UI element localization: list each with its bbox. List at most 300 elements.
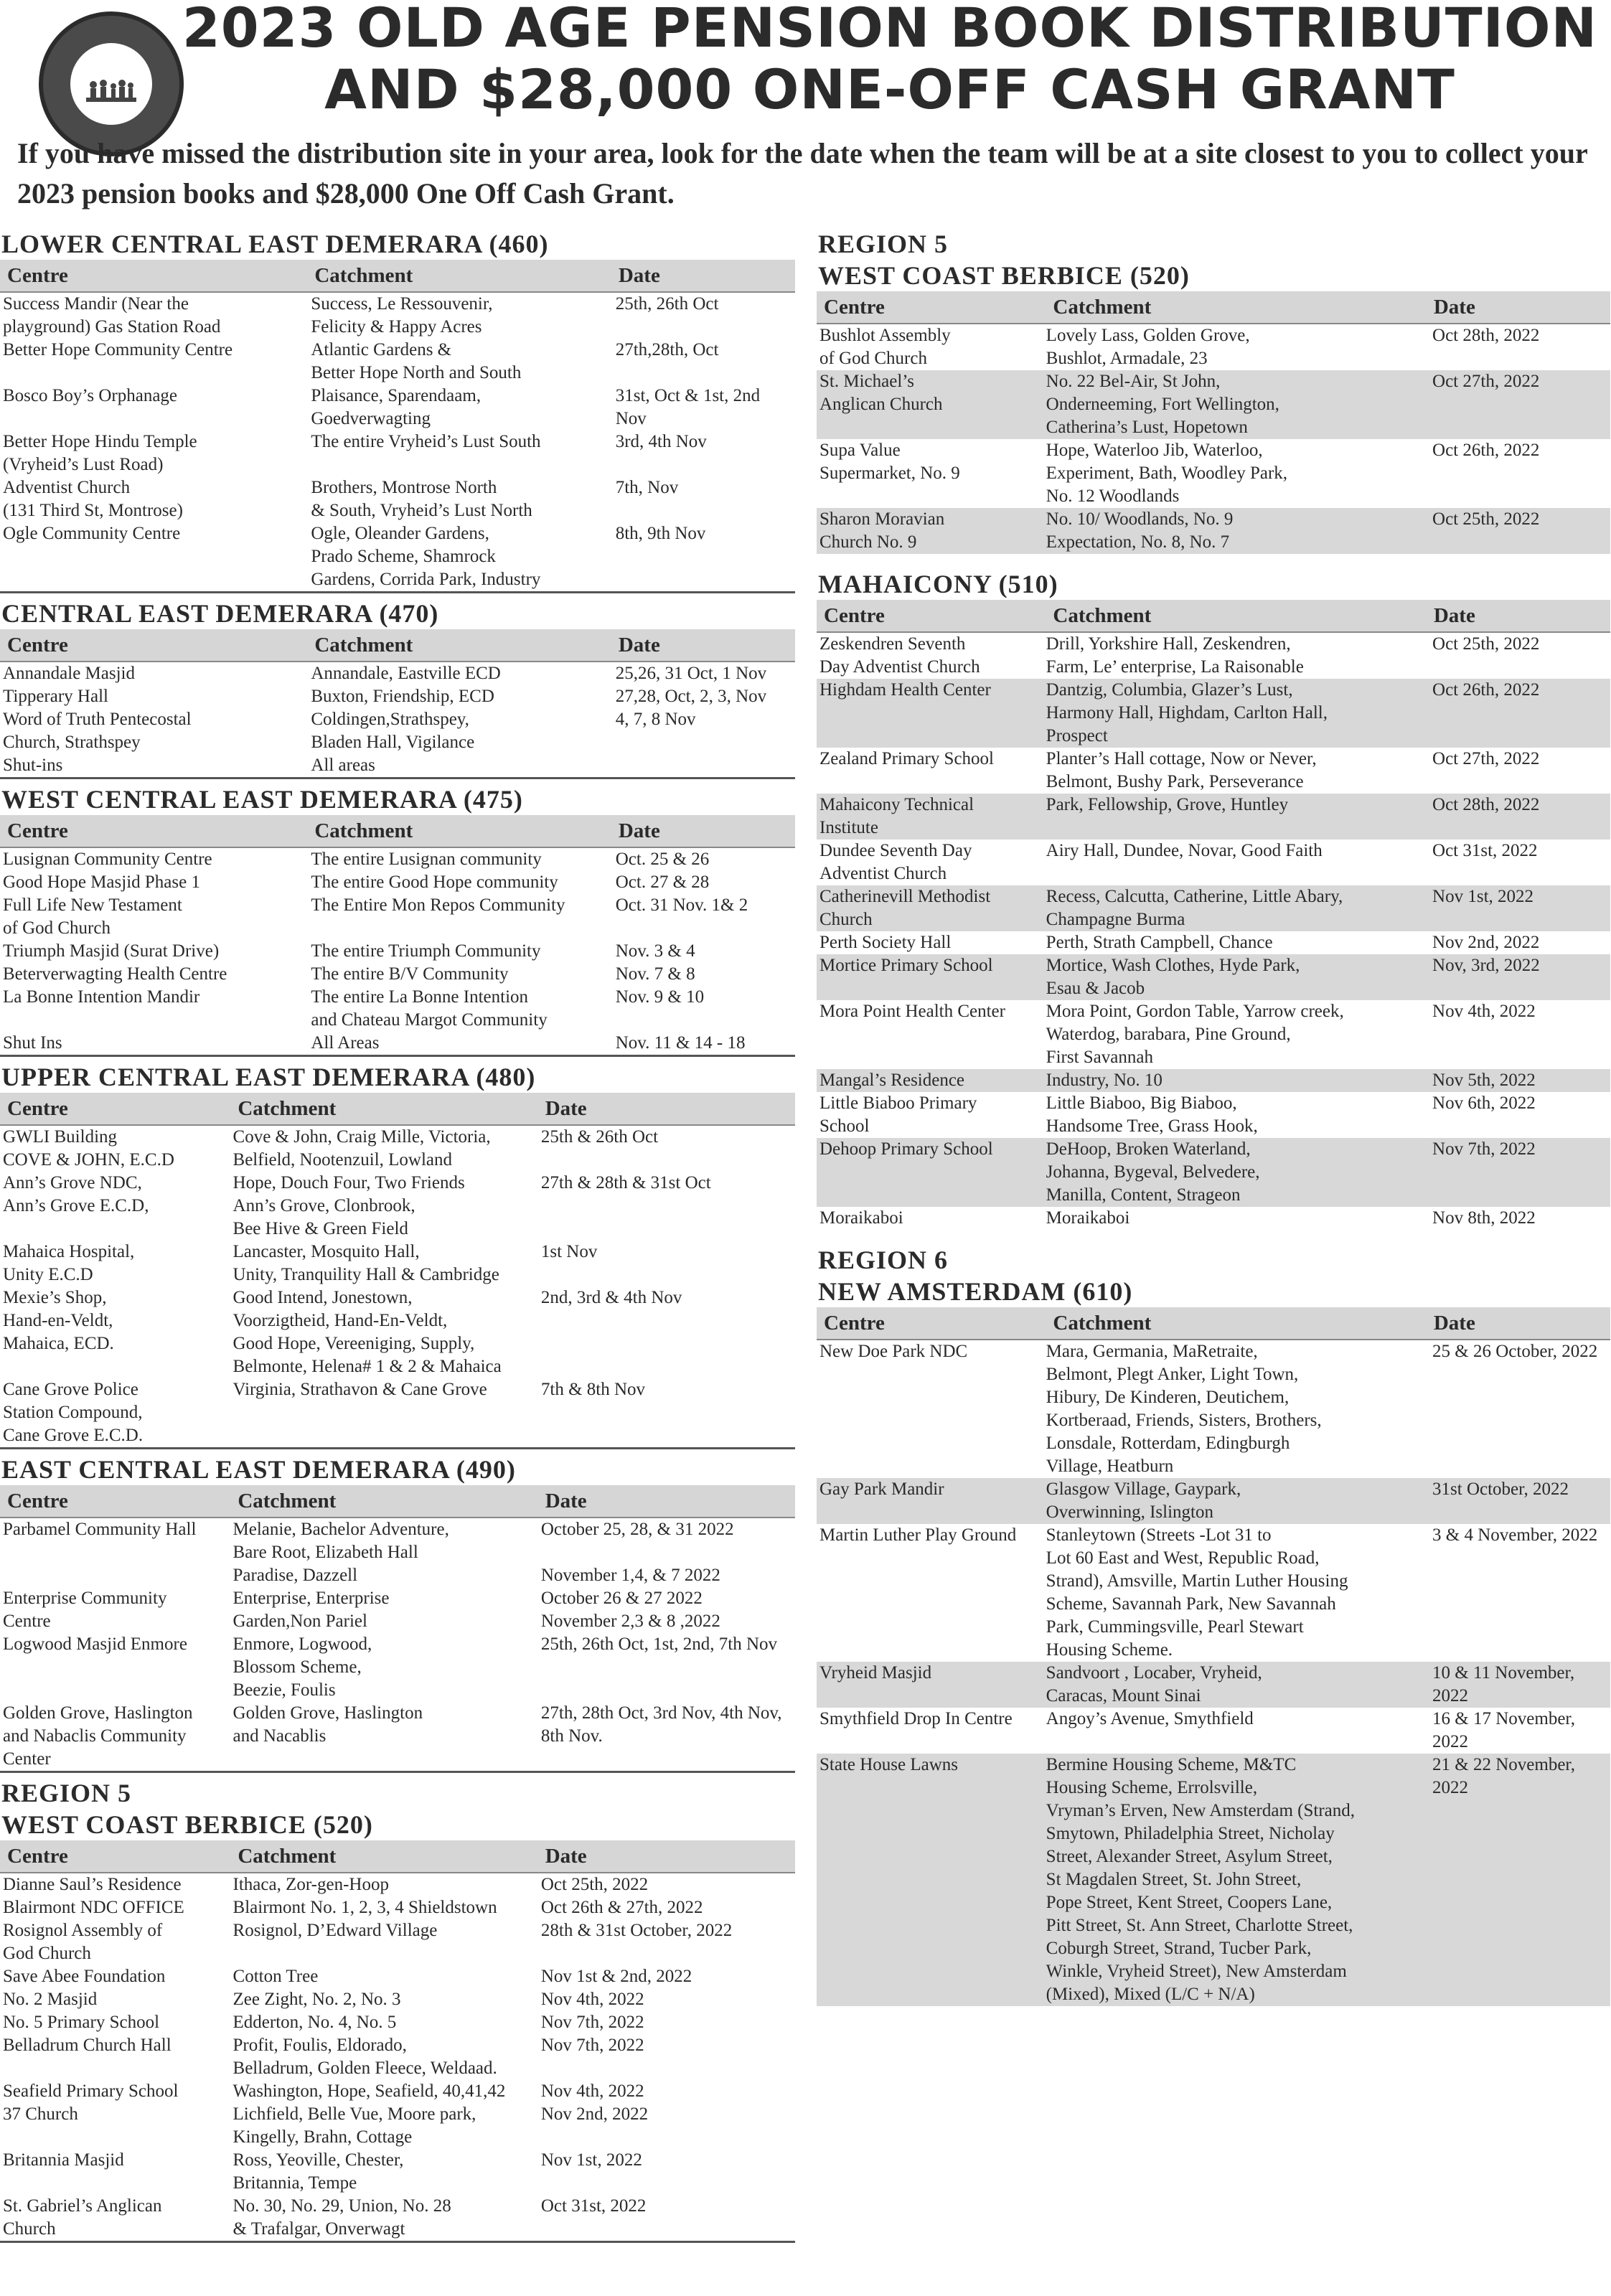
cell-catchment: The Entire Mon Repos Community: [311, 895, 565, 915]
cell-catchment: Hope, Waterloo Jib, Waterloo, Experiment, Bath, Woodley Park, No. 12 Woodlands: [1046, 441, 1288, 506]
cell-date: Nov. 3 & 4: [615, 941, 695, 961]
table-row: [0, 430, 795, 476]
cell-centre: Vryheid Masjid: [819, 1663, 932, 1683]
table-header-row: [0, 1485, 795, 1518]
region-label: REGION 5: [1, 1779, 132, 1807]
column-header-catchment: Catchment: [238, 1489, 337, 1512]
table-row: [817, 1069, 1610, 1092]
column-header-catchment: Catchment: [238, 1844, 337, 1868]
cell-centre: Shut-ins: [3, 756, 63, 775]
table-header-row: [0, 815, 795, 848]
cell-date: Nov. 11 & 14 - 18: [615, 1033, 746, 1053]
column-header-catchment: Catchment: [1053, 603, 1152, 627]
table-row: [817, 508, 1610, 554]
cell-catchment: Hope, Douch Four, Two Friends Ann’s Grove, Clonbrook, Bee Hive & Green Field: [233, 1173, 465, 1238]
table-row: [817, 885, 1610, 931]
cell-catchment: Cotton Tree: [233, 1967, 319, 1986]
table-header-row: [0, 629, 795, 662]
cell-centre: Success Mandir (Near the playground) Gas Station Road: [3, 294, 221, 337]
table-row: [0, 293, 795, 339]
column-header-centre: Centre: [7, 263, 68, 287]
cell-date: 27th,28th, Oct: [615, 340, 719, 359]
cell-catchment: The entire B/V Community: [311, 964, 509, 984]
cell-date: Nov 5th, 2022: [1432, 1071, 1536, 1090]
column-header-centre: Centre: [7, 1096, 68, 1120]
cell-centre: 37 Church: [3, 2104, 78, 2124]
cell-date: 25 & 26 October, 2022: [1432, 1342, 1598, 1361]
cell-catchment: DeHoop, Broken Waterland, Johanna, Bygeval, Belvedere, Manilla, Content, Strageon: [1046, 1139, 1260, 1205]
cell-catchment: Bermine Housing Scheme, M&TC Housing Scheme, Errolsville, Vryman’s Erven, New Amsterdam (Strand, Smytown, Philadelphia Street, Nicholay Street, Alexander Street, Asylum Street, St Magdalen Street, St. John Street, Pope Street, Kent Street, Coopers Lane, Pitt Street, St. Ann Street, Charlotte Street, Coburgh Street, Strand, Tucber Park, Winkle, Vryheid Street), New Amsterdam (Mixed), Mixed (L/C + N/A): [1046, 1755, 1356, 2004]
family-silhouette-icon: [86, 76, 136, 105]
table-row: [0, 1032, 795, 1055]
cell-centre: Adventist Church (131 Third St, Montrose): [3, 478, 183, 520]
cell-catchment: All Areas: [311, 1033, 380, 1053]
cell-centre: Zealand Primary School: [819, 749, 994, 768]
cell-centre: Mortice Primary School: [819, 956, 993, 975]
table-row: [0, 1896, 795, 1919]
cell-centre: Logwood Masjid Enmore: [3, 1634, 187, 1654]
schedule-section: [0, 598, 795, 779]
cell-centre: Ogle Community Centre: [3, 524, 181, 543]
column-header-date: Date: [618, 633, 660, 657]
cell-centre: No. 2 Masjid: [3, 1990, 98, 2009]
table-row: [0, 940, 795, 963]
cell-date: Oct 26th & 27th, 2022: [540, 1898, 703, 1917]
cell-date: 27th & 28th & 31st Oct: [540, 1173, 711, 1192]
cell-date: 25,26, 31 Oct, 1 Nov: [615, 664, 767, 683]
table-row: [0, 1965, 795, 1988]
cell-centre: Enterprise Community Centre: [3, 1589, 167, 1631]
table-header-row: [0, 1840, 795, 1873]
cell-catchment: Mora Point, Gordon Table, Yarrow creek, Waterdog, barabara, Pine Ground, First Savannah: [1046, 1002, 1344, 1067]
column-header-centre: Centre: [7, 819, 68, 842]
cell-catchment: Airy Hall, Dundee, Novar, Good Faith: [1046, 841, 1323, 860]
cell-date: Oct 26th, 2022: [1432, 680, 1540, 700]
cell-catchment: The entire La Bonne Intention and Chateau Margot Community: [311, 987, 548, 1030]
cell-catchment: Blairmont No. 1, 2, 3, 4 Shieldstown: [233, 1898, 497, 1917]
table-row: [817, 931, 1610, 954]
section-title: EAST CENTRAL EAST DEMERARA (490): [1, 1455, 516, 1484]
table-row: [817, 633, 1610, 679]
cell-date: 10 & 11 November, 2022: [1432, 1663, 1575, 1705]
cell-date: 3 & 4 November, 2022: [1432, 1525, 1598, 1545]
cell-catchment: Planter’s Hall cottage, Now or Never, Belmont, Bushy Park, Perseverance: [1046, 749, 1317, 791]
cell-date: 21 & 22 November, 2022: [1432, 1755, 1575, 1797]
cell-catchment: Brothers, Montrose North & South, Vryheid’s Lust North: [311, 478, 532, 520]
title-line-2: AND $28,000 ONE-OFF CASH GRANT: [324, 57, 1455, 121]
cell-centre: Mexie’s Shop, Hand-en-Veldt, Mahaica, ECD.: [3, 1288, 114, 1353]
table-row: [817, 1092, 1610, 1138]
schedule-section: [817, 228, 1610, 554]
column-header-centre: Centre: [7, 1844, 68, 1868]
cell-catchment: Melanie, Bachelor Adventure, Bare Root, Elizabeth Hall Paradise, Dazzell: [233, 1520, 449, 1585]
cell-catchment: Enterprise, Enterprise Garden,Non Pariel: [233, 1589, 390, 1631]
table-row: [817, 1478, 1610, 1524]
table-row: [0, 1873, 795, 1896]
cell-centre: Annandale Masjid: [3, 664, 135, 683]
cell-date: 25th & 26th Oct: [540, 1127, 659, 1147]
table-row: [0, 385, 795, 430]
table-row: [0, 522, 795, 591]
cell-centre: Little Biaboo Primary School: [819, 1093, 977, 1136]
table-row: [0, 685, 795, 708]
section-title: WEST COAST BERBICE (520): [818, 261, 1190, 290]
cell-date: 25th, 26th Oct: [615, 294, 719, 314]
cell-date: October 25, 28, & 31 2022 November 1,4, & 7 2022: [540, 1520, 734, 1585]
cell-date: Oct 25th, 2022: [1432, 634, 1540, 654]
cell-catchment: Mortice, Wash Clothes, Hyde Park, Esau & Jacob: [1046, 956, 1300, 998]
cell-centre: Parbamel Community Hall: [3, 1520, 197, 1539]
cell-catchment: Ithaca, Zor-gen-Hoop: [233, 1875, 389, 1894]
table-row: [0, 894, 795, 940]
cell-catchment: Little Biaboo, Big Biaboo, Handsome Tree, Grass Hook,: [1046, 1093, 1258, 1136]
column-header-date: Date: [1433, 295, 1475, 319]
table-row: [0, 1518, 795, 1587]
cell-centre: Bosco Boy’s Orphanage: [3, 386, 178, 405]
cell-centre: Shut Ins: [3, 1033, 62, 1053]
table-row: [817, 1207, 1610, 1230]
cell-date: 31st, Oct & 1st, 2nd Nov: [615, 386, 761, 428]
cell-catchment: Sandvoort , Locaber, Vryheid, Caracas, Mount Sinai: [1046, 1663, 1262, 1705]
column-header-date: Date: [618, 819, 660, 842]
cell-catchment: All areas: [311, 756, 375, 775]
table-row: [817, 794, 1610, 839]
cell-date: 27,28, Oct, 2, 3, Nov: [615, 687, 767, 706]
cell-centre: Cane Grove Police Station Compound, Cane Grove E.C.D.: [3, 1380, 144, 1445]
table-row: [0, 339, 795, 385]
table-row: [0, 1702, 795, 1771]
table-row: [0, 662, 795, 685]
cell-catchment: Buxton, Friendship, ECD: [311, 687, 494, 706]
column-header-centre: Centre: [824, 1311, 885, 1335]
table-row: [0, 2103, 795, 2149]
cell-catchment: The entire Lusignan community: [311, 850, 542, 869]
cell-catchment: Lichfield, Belle Vue, Moore park, Kingelly, Brahn, Cottage: [233, 2104, 476, 2147]
cell-catchment: Lancaster, Mosquito Hall, Unity, Tranquility Hall & Cambridge: [233, 1242, 499, 1284]
cell-centre: New Doe Park NDC: [819, 1342, 968, 1361]
table-header-row: [0, 1093, 795, 1126]
table-row: [0, 1172, 795, 1241]
cell-centre: Dehoop Primary School: [819, 1139, 993, 1159]
cell-date: Nov 4th, 2022: [540, 2081, 644, 2101]
table-header-row: [817, 1307, 1610, 1340]
section-title: UPPER CENTRAL EAST DEMERARA (480): [1, 1063, 536, 1091]
section-title: WEST CENTRAL EAST DEMERARA (475): [1, 785, 523, 814]
cell-centre: Perth Society Hall: [819, 933, 952, 952]
column-header-date: Date: [545, 1096, 587, 1120]
table-row: [0, 2080, 795, 2103]
schedule-section: [817, 568, 1610, 1230]
cell-centre: Highdam Health Center: [819, 680, 991, 700]
cell-centre: Catherinevill Methodist Church: [819, 887, 991, 929]
column-header-catchment: Catchment: [1053, 295, 1152, 319]
table-row: [0, 1286, 795, 1378]
cell-centre: St. Gabriel’s Anglican Church: [3, 2196, 162, 2239]
cell-date: Nov 1st & 2nd, 2022: [540, 1967, 692, 1986]
cell-centre: Lusignan Community Centre: [3, 850, 212, 869]
schedule-section: [817, 1244, 1610, 2006]
cell-catchment: No. 30, No. 29, Union, No. 28 & Trafalgar, Onverwagt: [233, 2196, 451, 2239]
table-row: [817, 370, 1610, 439]
cell-centre: Ann’s Grove NDC, Ann’s Grove E.C.D,: [3, 1173, 149, 1215]
cell-centre: Sharon Moravian Church No. 9: [819, 509, 945, 552]
cell-centre: Rosignol Assembly of God Church: [3, 1921, 163, 1963]
left-column: [0, 228, 795, 2247]
cell-catchment: Industry, No. 10: [1046, 1071, 1163, 1090]
cell-date: Oct. 31 Nov. 1& 2: [615, 895, 748, 915]
cell-date: 7th & 8th Nov: [540, 1380, 646, 1399]
cell-centre: St. Michael’s Anglican Church: [819, 372, 943, 414]
cell-date: October 26 & 27 2022 November 2,3 & 8 ,2022: [540, 1589, 720, 1631]
section-title: WEST COAST BERBICE (520): [1, 1810, 373, 1839]
cell-date: Nov 2nd, 2022: [1432, 933, 1540, 952]
intro-paragraph: If you have missed the distribution site in your area, look for the date when the team will be at a site closest to you to collect your 2023 pension books and $28,000 One Off Cash Grant.: [17, 137, 1588, 210]
cell-centre: Smythfield Drop In Centre: [819, 1709, 1013, 1728]
cell-catchment: Moraikaboi: [1046, 1208, 1130, 1228]
cell-date: Oct 25th, 2022: [1432, 509, 1540, 529]
cell-catchment: Zee Zight, No. 2, No. 3: [233, 1990, 401, 2009]
cell-catchment: Mara, Germania, MaRetraite, Belmont, Plegt Anker, Light Town, Hibury, De Kinderen, Deutichem, Kortberaad, Friends, Sisters, Brothers, Lonsdale, Rotterdam, Edingburgh Village, Heatburn: [1046, 1342, 1322, 1476]
table-row: [817, 439, 1610, 508]
cell-date: Nov. 7 & 8: [615, 964, 695, 984]
table-row: [0, 871, 795, 894]
column-header-centre: Centre: [7, 1489, 68, 1512]
cell-centre: Martin Luther Play Ground: [819, 1525, 1017, 1545]
cell-date: 8th, 9th Nov: [615, 524, 706, 543]
cell-catchment: Drill, Yorkshire Hall, Zeskendren, Farm, Le’ enterprise, La Raisonable: [1046, 634, 1304, 677]
table-row: [0, 1378, 795, 1447]
table-row: [0, 476, 795, 522]
table-row: [0, 754, 795, 777]
column-header-catchment: Catchment: [314, 633, 413, 657]
column-header-date: Date: [1433, 1311, 1475, 1335]
cell-date: 31st October, 2022: [1432, 1479, 1569, 1499]
table-row: [817, 1138, 1610, 1207]
cell-date: 7th, Nov: [615, 478, 679, 497]
cell-centre: Triumph Masjid (Surat Drive): [3, 941, 220, 961]
table-row: [817, 1662, 1610, 1708]
cell-catchment: Virginia, Strathavon & Cane Grove: [233, 1380, 487, 1399]
cell-date: Oct 28th, 2022: [1432, 795, 1540, 814]
cell-catchment: Annandale, Eastville ECD: [311, 664, 501, 683]
cell-catchment: Dantzig, Columbia, Glazer’s Lust, Harmony Hall, Highdam, Carlton Hall, Prospect: [1046, 680, 1328, 745]
cell-catchment: Cove & John, Craig Mille, Victoria, Belfield, Nootenzuil, Lowland: [233, 1127, 491, 1170]
column-header-date: Date: [618, 263, 660, 287]
cell-date: Nov 1st, 2022: [1432, 887, 1534, 906]
table-row: [0, 2034, 795, 2080]
cell-date: [613, 754, 795, 777]
right-column: [817, 228, 1610, 2010]
cell-catchment: Enmore, Logwood, Blossom Scheme, Beezie, Foulis: [233, 1634, 372, 1700]
table-row: [0, 2149, 795, 2195]
cell-catchment: The entire Vryheid’s Lust South: [311, 432, 541, 451]
cell-date: Nov 2nd, 2022: [540, 2104, 649, 2124]
table-row: [817, 1340, 1610, 1478]
cell-catchment: Lovely Lass, Golden Grove, Bushlot, Armadale, 23: [1046, 326, 1250, 368]
cell-date: Nov 4th, 2022: [540, 1990, 644, 2009]
cell-date: Nov 6th, 2022: [1432, 1093, 1536, 1113]
cell-catchment: Stanleytown (Streets -Lot 31 to Lot 60 East and West, Republic Road, Strand), Amsville, Martin Luther Housing Scheme, Savannah Park, New Savannah Park, Cummingsville, Pearl Stewart Housing Scheme.: [1046, 1525, 1348, 1660]
column-header-catchment: Catchment: [238, 1096, 337, 1120]
table-row: [0, 986, 795, 1032]
cell-centre: Dundee Seventh Day Adventist Church: [819, 841, 972, 883]
column-header-catchment: Catchment: [314, 263, 413, 287]
schedule-section: [0, 1061, 795, 1449]
cell-catchment: Edderton, No. 4, No. 5: [233, 2013, 397, 2032]
cell-centre: La Bonne Intention Mandir: [3, 987, 200, 1007]
column-header-catchment: Catchment: [1053, 1311, 1152, 1335]
cell-centre: Beterverwagting Health Centre: [3, 964, 227, 984]
cell-date: Nov 8th, 2022: [1432, 1208, 1536, 1228]
region-label: REGION 6: [818, 1246, 949, 1274]
column-header-catchment: Catchment: [314, 819, 413, 842]
cell-catchment: Rosignol, D’Edward Village: [233, 1921, 438, 1940]
column-header-centre: Centre: [824, 295, 885, 319]
table-row: [0, 1587, 795, 1633]
cell-catchment: Ogle, Oleander Gardens, Prado Scheme, Shamrock Gardens, Corrida Park, Industry: [311, 524, 541, 589]
table-row: [0, 1633, 795, 1702]
cell-date: 2nd, 3rd & 4th Nov: [540, 1288, 682, 1307]
cell-catchment: Atlantic Gardens & Better Hope North and South: [311, 340, 522, 382]
cell-centre: Seafield Primary School: [3, 2081, 179, 2101]
table-row: [0, 848, 795, 871]
cell-catchment: Coldingen,Strathspey, Bladen Hall, Vigilance: [311, 710, 475, 752]
cell-centre: Zeskendren Seventh Day Adventist Church: [819, 634, 980, 677]
cell-date: Oct. 27 & 28: [615, 872, 710, 892]
table-row: [817, 839, 1610, 885]
table-row: [0, 2011, 795, 2034]
cell-catchment: Profit, Foulis, Eldorado, Belladrum, Golden Fleece, Weldaad.: [233, 2036, 497, 2078]
table-row: [0, 708, 795, 754]
section-title: NEW AMSTERDAM (610): [818, 1277, 1133, 1306]
cell-date: Oct. 25 & 26: [615, 850, 710, 869]
cell-date: 27th, 28th Oct, 3rd Nov, 4th Nov, 8th Nov.: [540, 1703, 782, 1746]
cell-centre: Better Hope Community Centre: [3, 340, 233, 359]
column-header-date: Date: [545, 1489, 587, 1512]
cell-centre: Full Life New Testament of God Church: [3, 895, 182, 938]
table-header-row: [817, 291, 1610, 324]
cell-date: Nov. 9 & 10: [615, 987, 705, 1007]
cell-date: Oct 31st, 2022: [540, 2196, 647, 2216]
table-row: [0, 1919, 795, 1965]
cell-catchment: Washington, Hope, Seafield, 40,41,42: [233, 2081, 506, 2101]
column-header-date: Date: [545, 1844, 587, 1868]
cell-centre: Britannia Masjid: [3, 2150, 124, 2170]
cell-centre: Supa Value Supermarket, No. 9: [819, 441, 960, 483]
cell-date: Nov 7th, 2022: [540, 2036, 644, 2055]
cell-date: Nov 4th, 2022: [1432, 1002, 1536, 1021]
cell-centre: Good Hope Masjid Phase 1: [3, 872, 200, 892]
cell-catchment: No. 10/ Woodlands, No. 9 Expectation, No. 8, No. 7: [1046, 509, 1234, 552]
cell-date: Oct 27th, 2022: [1432, 372, 1540, 391]
table-row: [0, 963, 795, 986]
cell-catchment: The entire Triumph Community: [311, 941, 541, 961]
cell-catchment: Success, Le Ressouvenir, Felicity & Happy Acres: [311, 294, 493, 337]
cell-centre: Blairmont NDC OFFICE: [3, 1898, 184, 1917]
cell-centre: Word of Truth Pentecostal Church, Strathspey: [3, 710, 192, 752]
cell-catchment: No. 22 Bel-Air, St John, Onderneeming, Fort Wellington, Catherina’s Lust, Hopetown: [1046, 372, 1279, 437]
cell-date: 28th & 31st October, 2022: [540, 1921, 733, 1940]
table-row: [817, 1524, 1610, 1662]
cell-centre: Belladrum Church Hall: [3, 2036, 172, 2055]
cell-centre: Mahaicony Technical Institute: [819, 795, 974, 837]
column-header-centre: Centre: [7, 633, 68, 657]
table-row: [0, 1126, 795, 1172]
cell-catchment: Golden Grove, Haslington and Nacablis: [233, 1703, 423, 1746]
cell-centre: Moraikaboi: [819, 1208, 903, 1228]
cell-centre: Mahaica Hospital, Unity E.C.D: [3, 1242, 135, 1284]
column-header-date: Date: [1433, 603, 1475, 627]
cell-catchment: The entire Good Hope community: [311, 872, 558, 892]
table-row: [817, 679, 1610, 748]
cell-date: Nov, 3rd, 2022: [1432, 956, 1540, 975]
cell-date: Oct 31st, 2022: [1432, 841, 1538, 860]
table-row: [817, 748, 1610, 794]
table-row: [817, 1000, 1610, 1069]
section-title: MAHAICONY (510): [818, 570, 1058, 598]
title-line-1: 2023 OLD AGE PENSION BOOK DISTRIBUTION: [182, 0, 1598, 60]
cell-catchment: Recess, Calcutta, Catherine, Little Abary, Champagne Burma: [1046, 887, 1343, 929]
schedule-section: [0, 784, 795, 1057]
section-title: CENTRAL EAST DEMERARA (470): [1, 599, 439, 628]
table-row: [817, 1754, 1610, 2006]
cell-date: 3rd, 4th Nov: [615, 432, 707, 451]
cell-catchment: Glasgow Village, Gaypark, Overwinning, Islington: [1046, 1479, 1241, 1522]
schedule-section: [0, 1454, 795, 1773]
cell-date: 25th, 26th Oct, 1st, 2nd, 7th Nov: [540, 1634, 778, 1654]
cell-centre: Mora Point Health Center: [819, 1002, 1005, 1021]
table-header-row: [0, 260, 795, 293]
cell-date: Oct 27th, 2022: [1432, 749, 1540, 768]
cell-catchment: Perth, Strath Campbell, Chance: [1046, 933, 1273, 952]
cell-centre: Tipperary Hall: [3, 687, 108, 706]
cell-date: 1st Nov: [540, 1242, 598, 1261]
schedule-section: [0, 1777, 795, 2243]
cell-centre: GWLI Building COVE & JOHN, E.C.D: [3, 1127, 174, 1170]
schedule-section: [0, 228, 795, 593]
cell-centre: State House Lawns: [819, 1755, 959, 1774]
cell-centre: Gay Park Mandir: [819, 1479, 944, 1499]
table-header-row: [817, 600, 1610, 633]
cell-date: 4, 7, 8 Nov: [615, 710, 696, 729]
table-row: [0, 1988, 795, 2011]
page-header: [0, 0, 1611, 237]
table-row: [0, 2195, 795, 2241]
cell-centre: Mangal’s Residence: [819, 1071, 965, 1090]
table-row: [817, 954, 1610, 1000]
cell-centre: Better Hope Hindu Temple (Vryheid’s Lust Road): [3, 432, 197, 474]
cell-centre: Save Abee Foundation: [3, 1967, 166, 1986]
column-header-centre: Centre: [824, 603, 885, 627]
cell-centre: No. 5 Primary School: [3, 2013, 160, 2032]
region-label: REGION 5: [818, 230, 949, 258]
table-row: [817, 324, 1610, 370]
cell-date: Nov 1st, 2022: [540, 2150, 642, 2170]
cell-centre: Dianne Saul’s Residence: [3, 1875, 182, 1894]
cell-centre: Golden Grove, Haslington and Nabaclis Community Center: [3, 1703, 193, 1769]
cell-centre: Bushlot Assembly of God Church: [819, 326, 951, 368]
cell-catchment: Plaisance, Sparendaam, Goedverwagting: [311, 386, 482, 428]
cell-catchment: Good Intend, Jonestown, Voorzigtheid, Hand-En-Veldt, Good Hope, Vereeniging, Supply, Belmonte, Helena# 1 & 2 & Mahaica: [233, 1288, 502, 1376]
cell-date: Oct 28th, 2022: [1432, 326, 1540, 345]
cell-catchment: Ross, Yeoville, Chester, Britannia, Tempe: [233, 2150, 404, 2193]
cell-date: 16 & 17 November, 2022: [1432, 1709, 1575, 1751]
table-row: [817, 1708, 1610, 1754]
cell-catchment: Angoy’s Avenue, Smythfield: [1046, 1709, 1254, 1728]
cell-date: Oct 26th, 2022: [1432, 441, 1540, 460]
cell-catchment: Park, Fellowship, Grove, Huntley: [1046, 795, 1289, 814]
table-row: [0, 1241, 795, 1286]
